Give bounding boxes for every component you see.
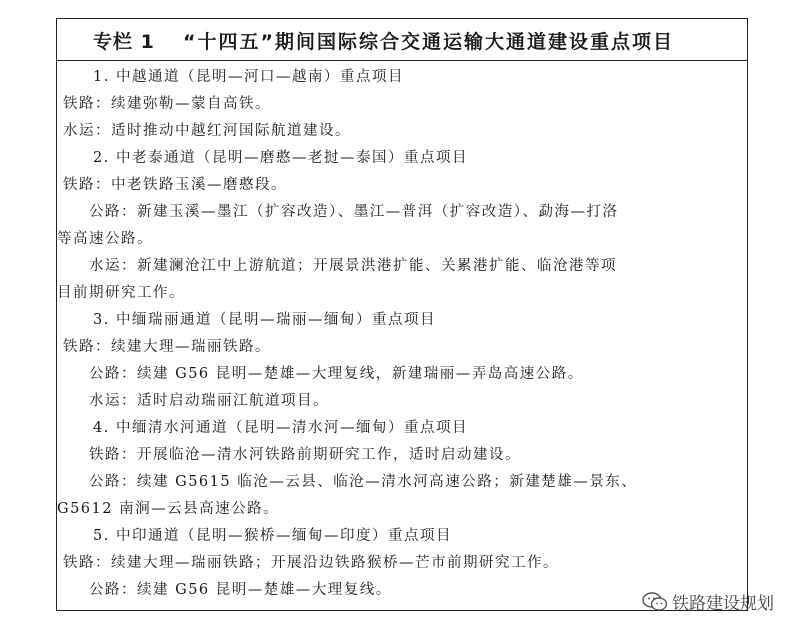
column-box (56, 18, 748, 611)
list-item: 目前期研究工作。 (57, 285, 185, 301)
list-item: 等高速公路。 (57, 231, 153, 247)
list-item: 水运：新建澜沧江中上游航道；开展景洪港扩能、关累港扩能、临沧港等项 (89, 258, 617, 274)
section-heading: 3. 中缅瑞丽通道（昆明—瑞丽—缅甸）重点项目 (93, 312, 436, 328)
list-item: 公路：新建玉溪—墨江（扩容改造）、墨江—普洱（扩容改造）、勐海—打洛 (89, 204, 619, 220)
page-title: “十四五”期间国际综合交通运输大通道建设重点项目 (183, 31, 674, 53)
list-item: 公路：续建 G56 昆明—楚雄—大理复线，新建瑞丽—弄岛高速公路。 (89, 366, 584, 382)
list-item: 公路：续建 G56 昆明—楚雄—大理复线。 (89, 582, 392, 598)
section-heading: 4. 中缅清水河通道（昆明—清水河—缅甸）重点项目 (93, 420, 468, 436)
list-item: 水运：适时推动中越红河国际航道建设。 (63, 123, 351, 139)
list-item: 公路：续建 G5615 临沧—云县、临沧—清水河高速公路；新建楚雄—景东、 (89, 474, 638, 490)
section-heading: 5. 中印通道（昆明—猴桥—缅甸—印度）重点项目 (93, 528, 452, 544)
list-item: 水运：适时启动瑞丽江航道项目。 (89, 393, 329, 409)
watermark (642, 589, 774, 614)
title-bar (57, 19, 747, 61)
list-item: 铁路：续建大理—瑞丽铁路；开展沿边铁路猴桥—芒市前期研究工作。 (63, 555, 559, 571)
watermark-text: 铁路建设规划 (672, 594, 774, 614)
list-item: 铁路：中老铁路玉溪—磨憨段。 (63, 177, 287, 193)
list-item: 铁路：续建弥勒—蒙自高铁。 (63, 96, 271, 112)
wechat-icon (642, 592, 668, 612)
list-item: 铁路：开展临沧—清水河铁路前期研究工作，适时启动建设。 (89, 447, 521, 463)
section-heading: 2. 中老泰通道（昆明—磨憨—老挝—泰国）重点项目 (93, 150, 468, 166)
section-heading: 1. 中越通道（昆明—河口—越南）重点项目 (93, 69, 404, 85)
column-label: 专栏 1 (93, 31, 155, 53)
list-item: G5612 南涧—云县高速公路。 (57, 501, 280, 517)
list-item: 铁路：续建大理—瑞丽铁路。 (63, 339, 271, 355)
